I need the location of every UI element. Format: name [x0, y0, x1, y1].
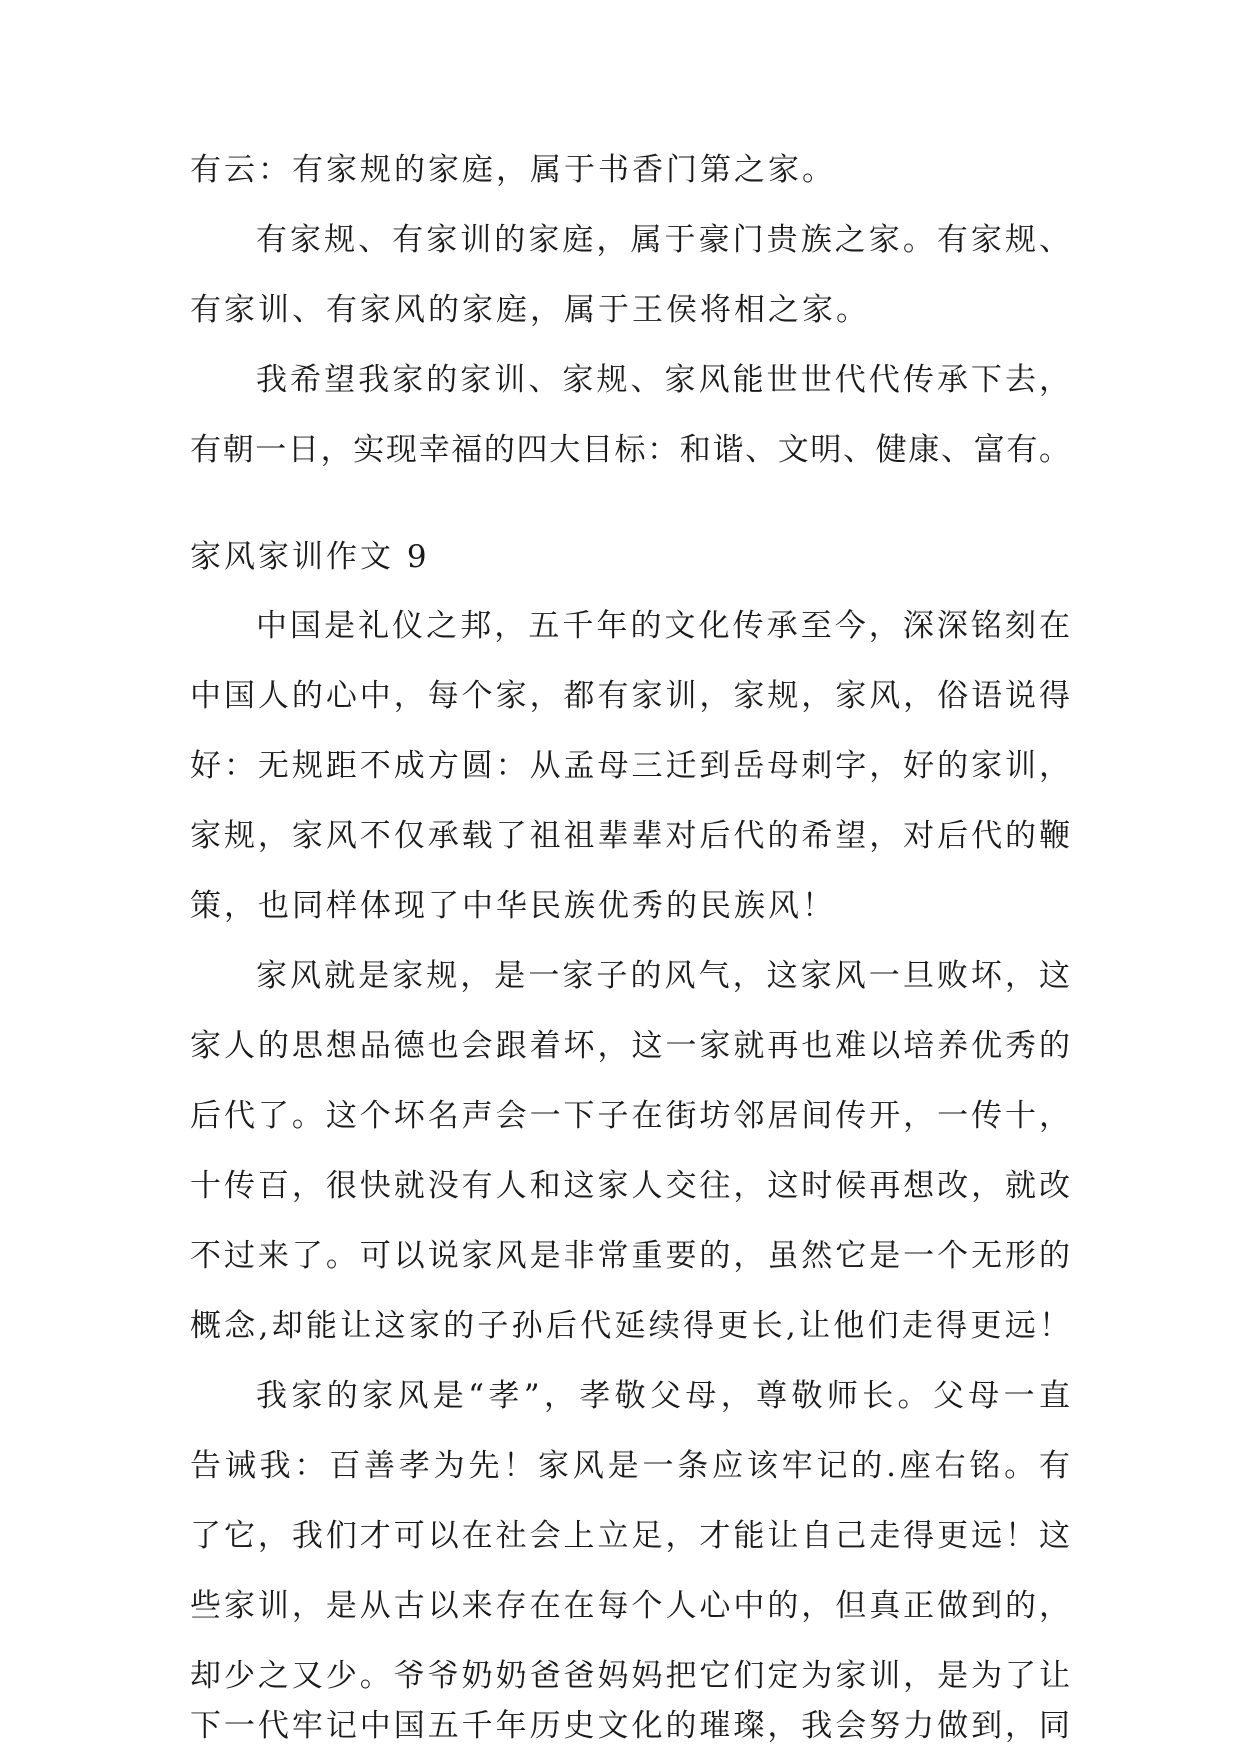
- paragraph-first-line: 有家规、有家训的家庭，属于豪门贵族之家。有家规、: [256, 222, 1070, 258]
- paragraph-line: 好：无规距不成方圆：从孟母三迁到岳母刺字，好的家训，: [190, 748, 1070, 784]
- paragraph-line: 十传百，很快就没有人和这家人交往，这时候再想改，就改: [190, 1168, 1070, 1204]
- paragraph-line: 却少之又少。爷爷奶奶爸爸妈妈把它们定为家训，是为了让: [190, 1658, 1070, 1694]
- paragraph-line: 些家训，是从古以来存在在每个人心中的，但真正做到的，: [190, 1588, 1070, 1624]
- paragraph-line: 中国人的心中，每个家，都有家训，家规，家风，俗语说得: [190, 678, 1070, 714]
- paragraph-line: 策，也同样体现了中华民族优秀的民族风！: [190, 888, 836, 924]
- paragraph-line: 下一代牢记中国五千年历史文化的璀璨，我会努力做到，同: [190, 1708, 1070, 1744]
- paragraph-line: 不过来了。可以说家风是非常重要的，虽然它是一个无形的: [190, 1238, 1070, 1274]
- paragraph-line: 告诫我：百善孝为先！家风是一条应该牢记的.座右铭。有: [190, 1448, 1070, 1484]
- paragraph-first-line: 我希望我家的家训、家规、家风能世世代代传承下去，: [256, 362, 1070, 398]
- paragraph-first-line: 中国是礼仪之邦，五千年的文化传承至今，深深铭刻在: [256, 608, 1070, 644]
- paragraph-line: 后代了。这个坏名声会一下子在街坊邻居间传开，一传十，: [190, 1098, 1070, 1134]
- paragraph-first-line: 家风就是家规，是一家子的风气，这家风一旦败坏，这: [256, 958, 1070, 994]
- section-heading: 家风家训作文 9: [190, 539, 430, 575]
- paragraph-line: 有朝一日，实现幸福的四大目标：和谐、文明、健康、富有。: [190, 432, 1070, 468]
- paragraph-line: 家规，家风不仅承载了祖祖辈辈对后代的希望，对后代的鞭: [190, 818, 1070, 854]
- paragraph-line: 有云：有家规的家庭，属于书香门第之家。: [190, 152, 836, 188]
- paragraph-line: 概念,却能让这家的子孙后代延续得更长,让他们走得更远！: [190, 1308, 1070, 1344]
- paragraph-first-line: 我家的家风是“孝”，孝敬父母，尊敬师长。父母一直: [256, 1378, 1070, 1414]
- paragraph-line: 家人的思想品德也会跟着坏，这一家就再也难以培养优秀的: [190, 1028, 1070, 1064]
- paragraph-line: 有家训、有家风的家庭，属于王侯将相之家。: [190, 292, 870, 328]
- paragraph-line: 了它，我们才可以在社会上立足，才能让自己走得更远！这: [190, 1518, 1070, 1554]
